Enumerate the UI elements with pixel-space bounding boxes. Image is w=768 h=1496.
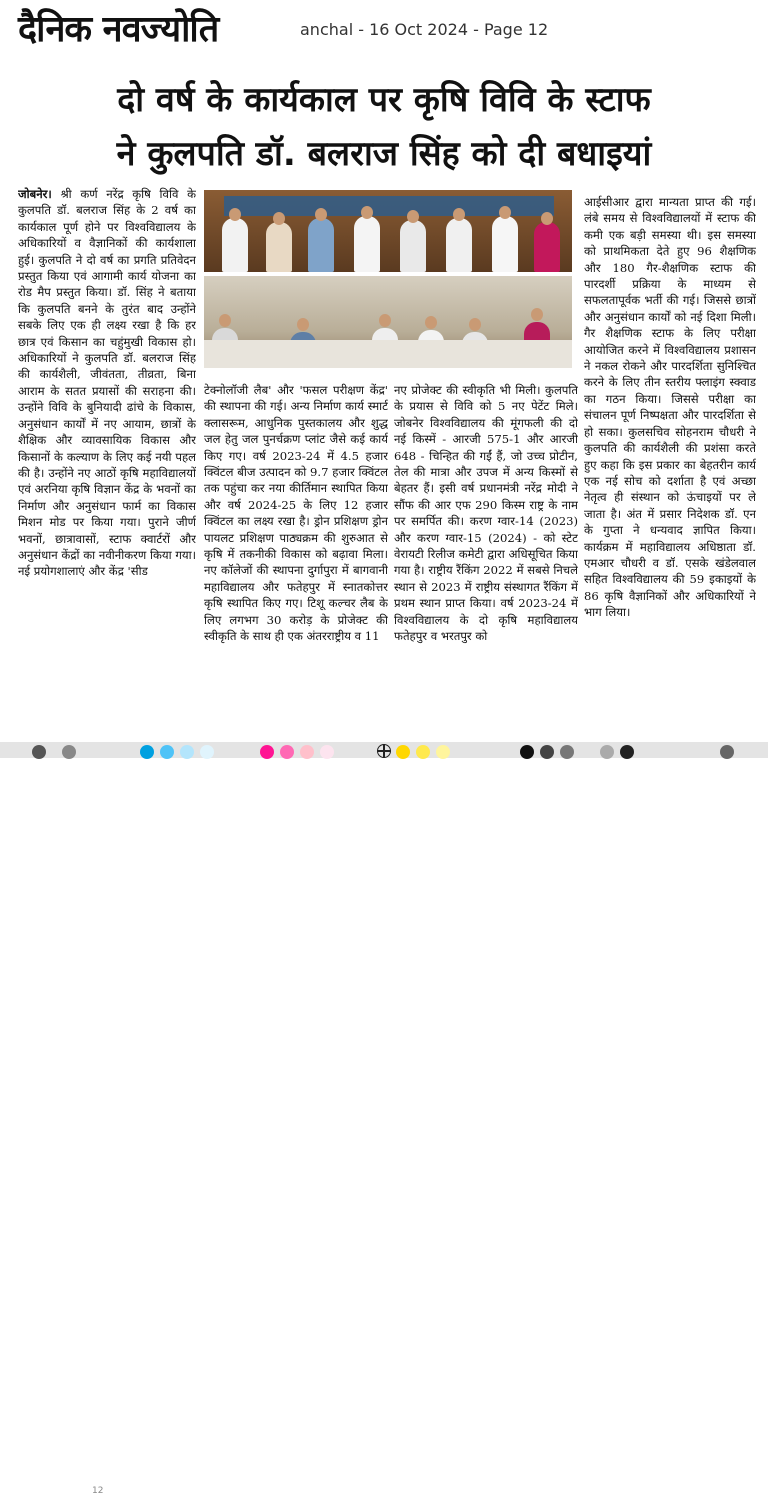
color-swatch (200, 745, 214, 759)
headline-line-1: दो वर्ष के कार्यकाल पर कृषि विवि के स्टाफ (117, 80, 651, 120)
color-swatch (32, 745, 46, 759)
color-swatch (62, 745, 76, 759)
color-swatch (436, 745, 450, 759)
color-swatch (300, 745, 314, 759)
registration-mark-icon (377, 744, 391, 758)
article-column-4: आईसीआर द्वारा मान्यता प्राप्त की गई। लंबे समय से विश्वविद्यालयों में स्टाफ की कमी एक बड़ी समस्या थी। इस समस्या को प्राथमिकता देते हुए 96 शैक्षणिक और 180 गैर-शैक्षणिक स्टाफ की पारदर्शी प्रक्रिया के माध्यम से सफलतापूर्वक भर्ती की गई। जिससे छात्रों और अनुसंधान कार्यों को नई दिशा मिली। गैर शैक्षणिक स्टाफ के लिए परीक्षा आयोजित करने में विश्वविद्यालय प्रशासन ने नकल रोकने और पारदर्शिता सुनिश्चित करने के लिए तीन स्तरीय फ्लाइंग स्क्वाड का गठन किया। जिससे परीक्षा का संचालन पूर्ण निष्पक्षता और पारदर्शिता से हो सका। कुलसचिव सोहनराम चौधरी ने कुलपति की कार्यशैली की प्रशंसा करते हुए कहा कि इस प्रकार का बेहतरीन कार्य एक नई सोच को दर्शाता है एवं अच्छा नेतृत्व ही संस्थान को ऊंचाइयों पर ले जाता है। अंत में प्रसार निदेशक डॉ. एन के गुप्ता ने धन्यवाद ज्ञापित किया। कार्यक्रम में महाविद्यालय अधिष्ठाता डॉ. एमआर चौधरी व डॉ. एसके खंडेलवाल सहित विश्वविद्यालय की 59 इकाइयों के 86 कृषि वैज्ञानिकों और अधिकारियों ने भाग लिया। (584, 195, 756, 620)
edition-info: anchal - 16 Oct 2024 - Page 12 (300, 20, 549, 39)
color-swatch (416, 745, 430, 759)
photo-table (204, 340, 572, 368)
color-swatch (160, 745, 174, 759)
color-swatch (140, 745, 154, 759)
color-swatch (520, 745, 534, 759)
color-swatch (620, 745, 634, 759)
headline-line-2: ने कुलपति डॉ. बलराज सिंह को दी बधाइयां (116, 134, 652, 174)
column-1-text: श्री कर्ण नरेंद्र कृषि विवि के कुलपति डॉ. बलराज सिंह के 2 वर्ष का कार्यकाल पूर्ण होने पर विश्वविद्यालय के अधिकारियों व वैज्ञानिकों की कार्यशाला हुई। कुलपति ने दो वर्ष का प्रगति प्रतिवेदन प्रस्तुत किया एवं आगामी कार्य योजना का रोड मैप प्रस्तुत किया। डॉ. सिंह ने बताया कि कुलपति बनने के तुरंत बाद उन्होंने सबके लिए एक ही लक्ष्य रखा है कि हर छात्र एवं किसान का चहुंमुखी विकास हो। अधिकारियों ने कुलपति डॉ. बलराज सिंह की कार्यशैली, जीवंतता, तीव्रता, बिना आराम के सतत प्रयासों की सराहना की। उन्होंने विवि के बुनियादी ढांचे के विकास, अनुसंधान कार्यों में नए आयाम, छात्रों के शैक्षिक और व्यावसायिक विकास और किसानों के कल्याण के लिए कई नयी पहल की है। उन्होंने नए आठों कृषि महाविद्यालयों एवं अरनिया कृषि विज्ञान केंद्र के भवनों का निर्माण और अनुसंधान फार्म का विकास मिशन मोड पर किया गया। पुराने जीर्ण भवनों, छात्रावासों, स्टाफ क्वार्टरों और अनुसंधान केंद्रों का नवीनीकरण किया गया। नई प्रयोगशालाएं और केंद्र 'सीड (18, 187, 196, 579)
photo-group-standing (204, 190, 572, 272)
event-photo (204, 190, 572, 368)
color-swatch (320, 745, 334, 759)
color-swatch (560, 745, 574, 759)
color-swatch (540, 745, 554, 759)
color-swatch (600, 745, 614, 759)
masthead (0, 0, 768, 60)
article-column-2: टेक्नोलॉजी लैब' और 'फसल परीक्षण केंद्र' की स्थापना की गई। अन्य निर्माण कार्य स्मार्ट क्लासरूम, आधुनिक पुस्तकालय और शुद्ध जल हेतु जल पुनर्चक्रण प्लांट जैसे कई कार्य किए गए। वर्ष 2023-24 में 4.5 हजार क्विंटल बीज उत्पादन को 9.7 हजार क्विंटल तक पहुंचा कर नया कीर्तिमान स्थापित किया और वर्ष 2024-25 के लिए 12 हजार क्विंटल का लक्ष्य रखा है। ड्रोन प्रशिक्षण ड्रोन पायलट प्रशिक्षण पाठ्यक्रम की शुरुआत से कृषि में तकनीकी विकास को बढ़ावा मिला। नए कॉलेजों की स्थापना दुर्गापुरा में बागवानी महाविद्यालय और फतेहपुर में स्नातकोत्तर कृषि स्थापित किए गए। टिशू कल्चर लैब के लिए लगभग 30 करोड़ के प्रोजेक्ट की स्वीकृति के साथ ही एक अंतरराष्ट्रीय व 11 (204, 383, 388, 644)
article-column-1 (18, 186, 196, 740)
newspaper-title: दैनिक नवज्योति (18, 9, 219, 50)
color-swatch (396, 745, 410, 759)
print-color-bar (0, 742, 768, 1496)
article-column-3: नए प्रोजेक्ट की स्वीकृति भी मिली। कुलपति के प्रयास से विवि को 5 नए पेटेंट मिले। जोबनेर विश्वविद्यालय की मूंगफली की दो नई किस्में - आरजी 575-1 और आरजी 648 - चिन्हित की गईं हैं, जो उच्च प्रोटीन, तेल की मात्रा और उपज में अन्य किस्मों से बेहतर हैं। इसी वर्ष प्रधानमंत्री नरेंद्र मोदी ने सौंफ की आर एफ 290 किस्म राष्ट्र के नाम पर समर्पित की। करण ग्वार-14 (2023) और करण ग्वार-15 (2024) - को स्टेट वेरायटी रिलीज कमेटी द्वारा अधिसूचित किया गया है। राष्ट्रीय रैंकिंग 2022 में सबसे निचले स्थान से 2023 में राष्ट्रीय संस्थागत रैंकिंग में प्रथम स्थान प्राप्त किया। वर्ष 2023-24 में विश्वविद्यालय के दो कृषि महाविद्यालय फतेहपुर व भरतपुर को (394, 383, 578, 644)
color-bar-page-number: 12 (92, 1486, 104, 1496)
color-swatch (280, 745, 294, 759)
color-swatch (180, 745, 194, 759)
color-swatch (260, 745, 274, 759)
dateline: जोबनेर। (18, 187, 52, 201)
color-swatch (720, 745, 734, 759)
